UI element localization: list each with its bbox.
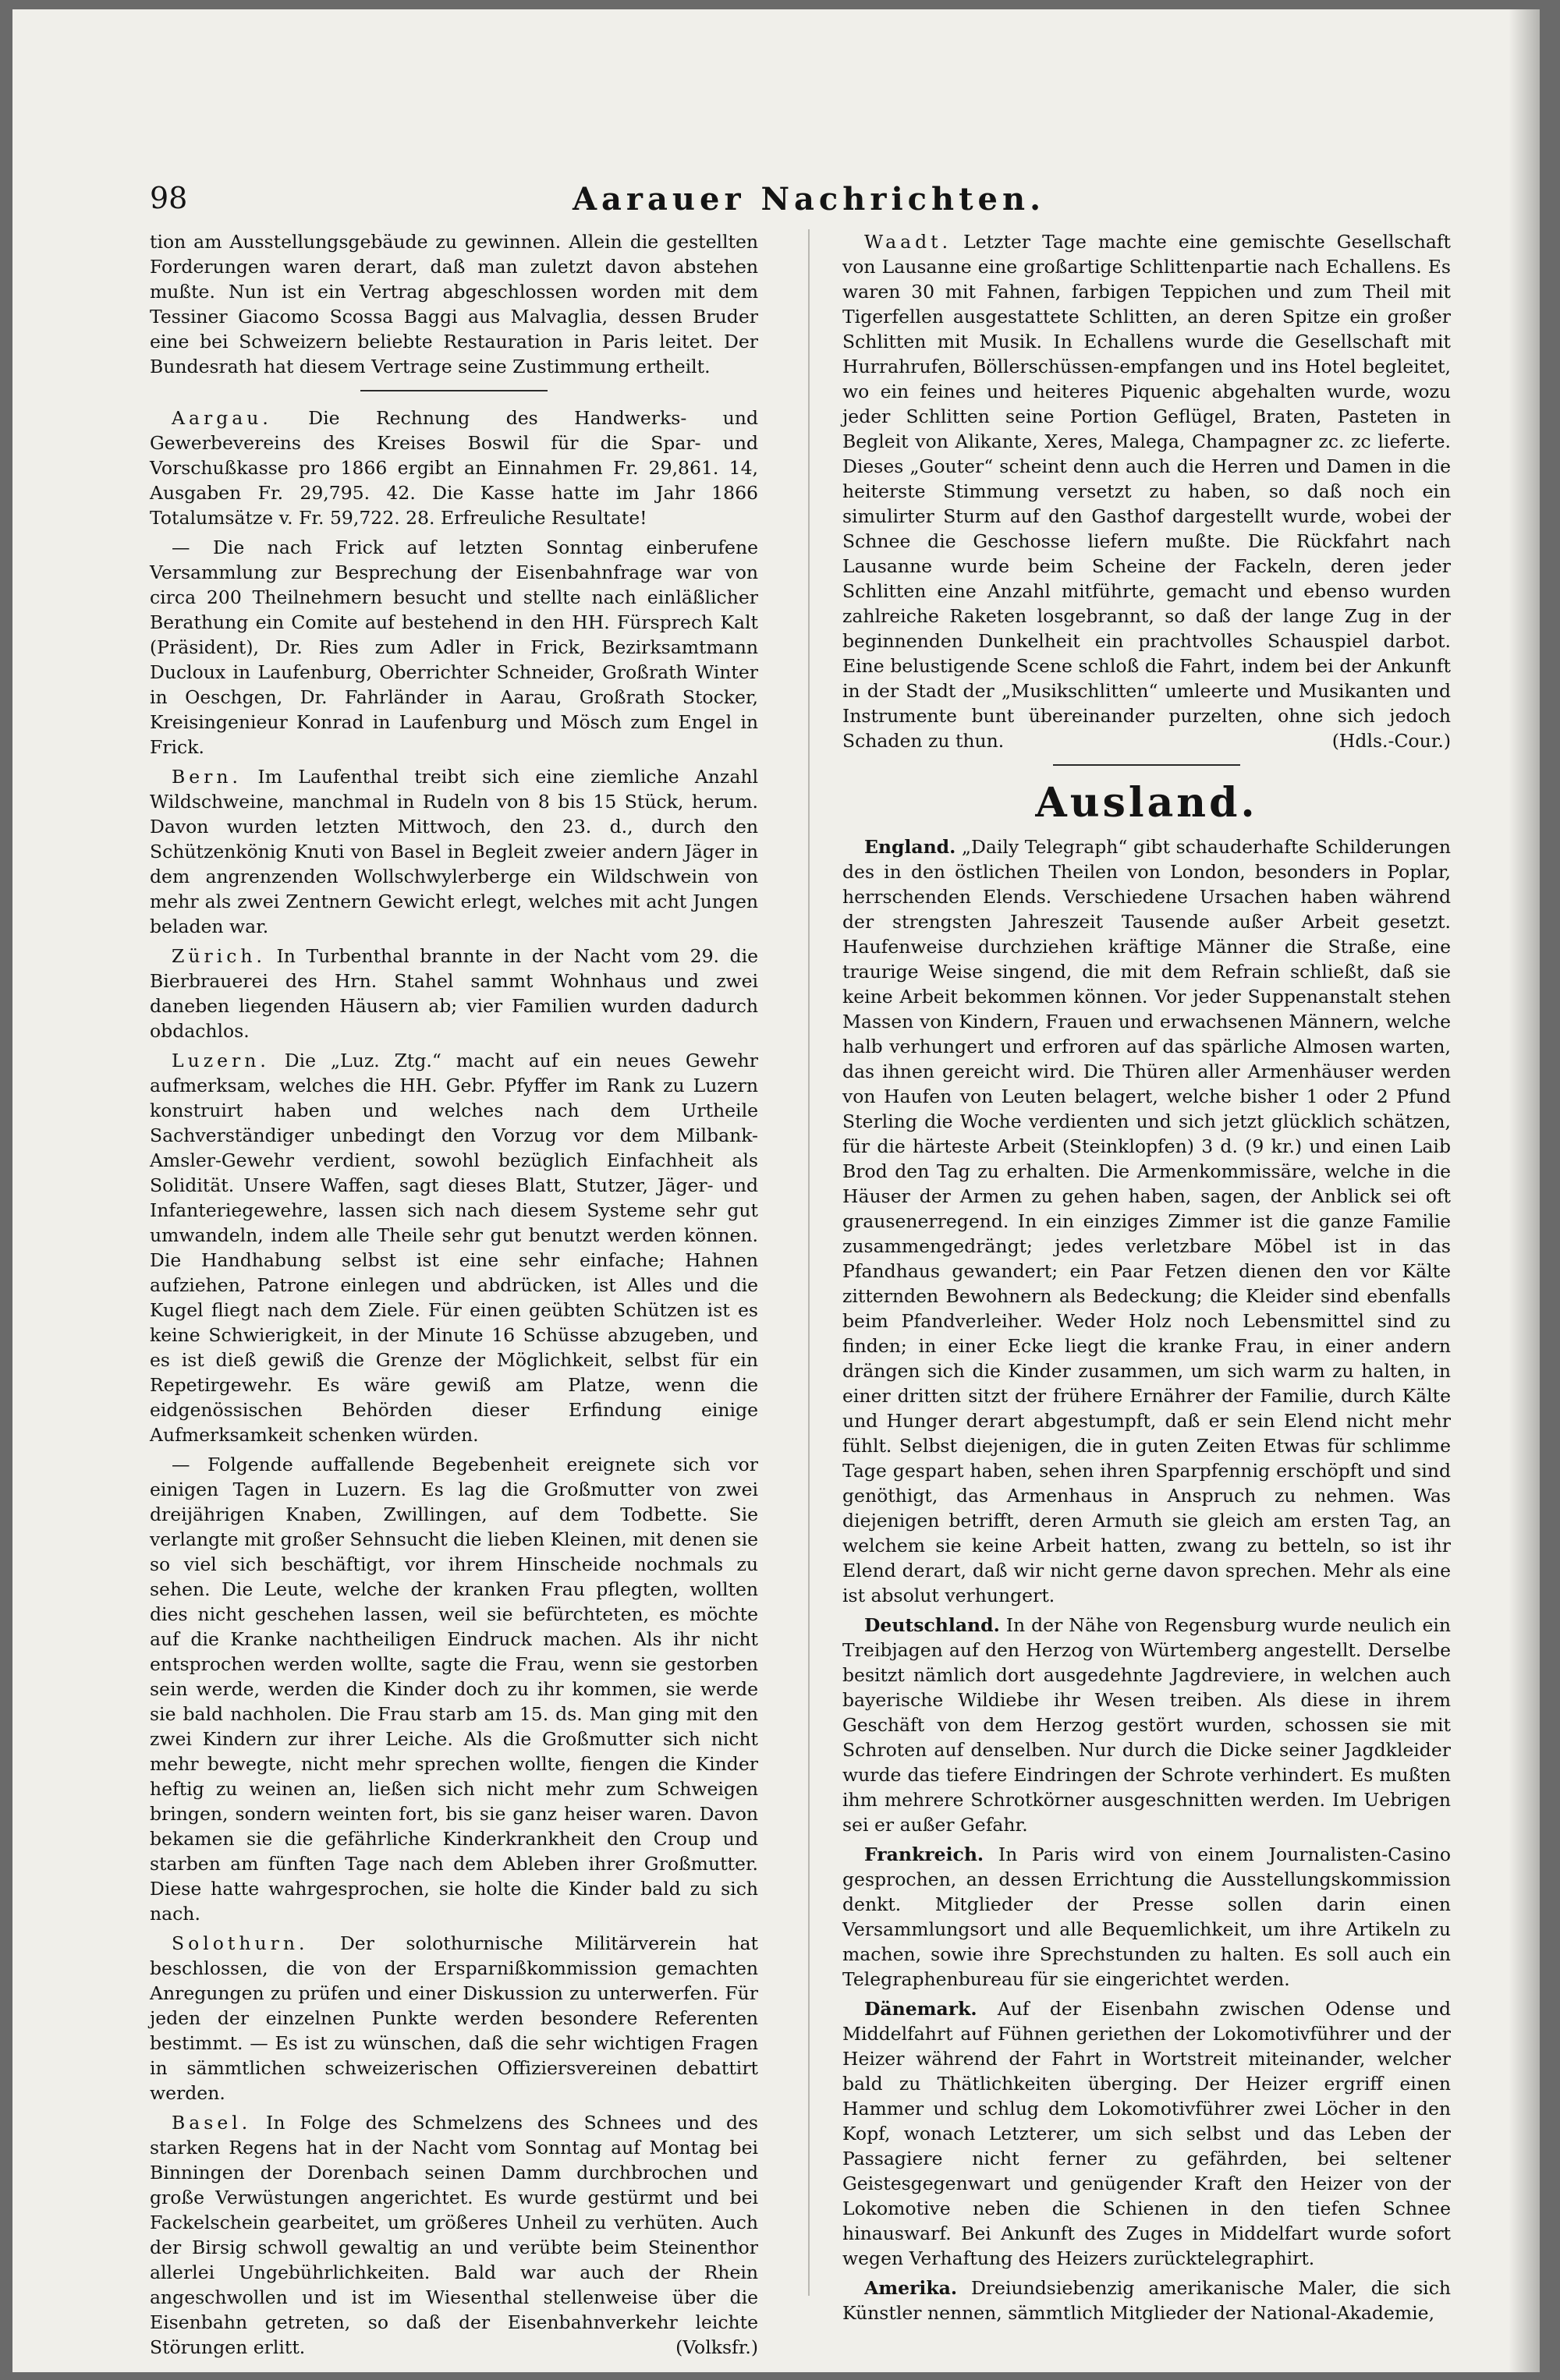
article-dateline: Luzern. (172, 1050, 270, 1071)
page-number: 98 (150, 181, 188, 215)
left-article (150, 1048, 758, 1447)
article-dateline: Solothurn. (172, 1932, 309, 1954)
left-article (150, 944, 758, 1043)
article-text: Die Rechnung des Handwerks- und Gewerbevereins des Kreises Boswil für die Spar- und Vorschußkasse pro 1866 ergibt an Einnahmen Fr. 29,861. 14, Ausgaben Fr. 29,795. 42. Die Kasse hatte im Jahr 1866 Totalumsätze v. Fr. 59,722. 28. Erfreuliche Resultate! (150, 407, 758, 529)
left-article (150, 1931, 758, 2106)
article-text: — Folgende auffallende Begebenheit ereignete sich vor einigen Tagen in Luzern. Es lag die Großmutter von zwei dreijährigen Knaben, Zwillingen, auf dem Todbette. Sie verlangte mit großer Sehnsucht die lieben Kleinen, mit denen sie so viel sich beschäftigt, vor ihrem Hinscheide nochmals zu sehen. Die Leute, welche der kranken Frau pflegten, wollten dies nicht geschehen lassen, weil sie befürchteten, es möchte auf die Kranke nachtheiligen Eindruck machen. Als ihr nicht entsprochen werden wollte, sagte die Frau, wenn sie gestorben sein werde, werden die Kinder doch zu ihr kommen, sie werde sie bald nachholen. Die Frau starb am 15. ds. Man ging mit den zwei Kindern zur ihrer Leiche. Als die Großmutter sich nicht mehr bewegte, nicht mehr sprechen wollte, fiengen die Kinder heftig zu weinen an, ließen sich nicht mehr zum Schweigen bringen, sondern weinten fort, bis sie ganz heiser waren. Davon bekamen sie die gefährliche Kinderkrankheit den Croup und starben am fünften Tage nach dem Ableben ihrer Großmutter. Diese hatte wahrgesprochen, sie holte die Kinder bald zu sich nach. (150, 1454, 758, 1925)
article-text: — Die nach Frick auf letzten Sonntag einberufene Versammlung zur Besprechung der Eisenbahnfrage war von circa 200 Theilnehmern besucht und stellte nach einläßlicher Berathung ein Comite auf bestehend in den HH. Fürsprech Kalt (Präsident), Dr. Ries zum Adler in Frick, Bezirksamtmann Ducloux in Laufenburg, Oberrichter Schneider, Großrath Winter in Oeschgen, Dr. Fahrländer in Aarau, Großrath Stocker, Kreisingenieur Konrad in Laufenburg und Mösch zum Engel in Frick. (150, 537, 758, 758)
left-column (150, 229, 758, 2358)
page-header (150, 181, 1468, 228)
left-article (150, 2110, 758, 2360)
article-dateline: Amerika. (864, 2277, 958, 2299)
article-text: tion am Ausstellungsgebäude zu gewinnen. Allein die gestellten Forderungen waren derart, daß man zuletzt davon abstehen mußte. Nun ist ein Vertrag abgeschlossen worden mit dem Tessiner Giacomo Scossa Baggi aus Malvaglia, dessen Bruder eine bei Schweizern beliebte Restauration in Paris leitet. Der Bundesrath hat diesem Vertrage seine Zustimmung ertheilt. (150, 231, 758, 377)
article-source: (Volksfr.) (675, 2336, 758, 2358)
article-text: Die „Luz. Ztg.“ macht auf ein neues Gewehr aufmerksam, welches die HH. Gebr. Pfyffer im Rank zu Luzern konstruirt haben und welches nach dem Urtheile Sachverständiger unbedingt den Vorzug vor dem Milbank-Amsler-Gewehr verdient, sowohl bezüglich Einfachheit als Solidität. Unsere Waffen, sagt dieses Blatt, Stutzer, Jäger- und Infanteriegewehre, lassen sich nach diesem Systeme sehr gut umwandeln, indem alle Theile sehr gut benutzt werden können. Die Handhabung selbst ist eine sehr einfache; Hahnen aufziehen, Patrone einlegen und abdrücken, ist Alles und die Kugel fliegt nach dem Ziele. Für einen geübten Schützen ist es keine Schwierigkeit, in der Minute 16 Schüsse abzugeben, und es ist dieß gewiß die Grenze der Möglichkeit, selbst für ein Repetirgewehr. Es wäre gewiß am Platze, wenn die eidgenössischen Behörden dieser Erfindung einige Aufmerksamkeit schenken würden. (150, 1050, 758, 1446)
separator-rule (360, 390, 548, 391)
section-title-ausland: Ausland. (1035, 779, 1258, 827)
article-dateline: Aargau. (172, 407, 272, 429)
article-text: In Folge des Schmelzens des Schnees und des starken Regens hat in der Nacht vom Sonntag auf Montag bei Binningen der Dorenbach seinen Damm durchbrochen und große Verwüstungen angerichtet. Es wurde gestürmt und bei Fackelschein gearbeitet, um größeres Unheil zu verhüten. Auch der Birsig schwoll gewaltig an und verübte beim Steinenthor allerlei Ungebührlichkeiten. Bald war auch der Rhein angeschwollen und ist im Wiesenthal stellenweise über die Eisenbahn getreten, so daß der Eisenbahnverkehr leichte Störungen erlitt. (150, 2112, 758, 2358)
article-dateline: Frankreich. (864, 1843, 984, 1865)
article-dateline: Deutschland. (864, 1614, 1000, 1636)
article-text: Letzter Tage machte eine gemischte Gesellschaft von Lausanne eine großartige Schlittenpartie nach Echallens. Es waren 30 mit Fahnen, farbigen Teppichen und zum Theil mit Tigerfellen ausgestattete Schlitten, an deren Spitze ein großer Schlitten mit Musik. In Echallens wurde die Gesellschaft mit Hurrahrufen, Böllerschüssen-empfangen und ins Hotel begleitet, wo ein feines und heiteres Piquenic abgehalten wurde, wozu jeder Schlitten seine Portion Geflügel, Braten, Pasteten in Begleit von Alikante, Xeres, Malega, Champagner zc. zc lieferte. Dieses „Gouter“ scheint denn auch die Herren und Damen in die heiterste Stimmung versetzt zu haben, so daß noch ein simulirter Sturm auf den Gasthof dargestellt wurde, wobei der Schnee die Geschosse liefern mußte. Die Rückfahrt nach Lausanne wurde beim Scheine der Fackeln, deren jeder Schlitten eine Anzahl mitführte, gemacht und ebenso wurden zahlreiche Raketen losgebrannt, so daß der lange Zug in der beginnenden Dunkelheit ein prachtvolles Schauspiel darbot. Eine belustigende Scene schloß die Fahrt, indem bei der Ankunft in der Stadt der „Musikschlitten“ umleerte und Musikanten und Instrumente bunt übereinander purzelten, ohne sich jedoch Schaden zu thun. (842, 231, 1451, 752)
right-article (842, 2276, 1451, 2325)
article-dateline: Basel. (172, 2112, 252, 2134)
right-article (842, 834, 1451, 1608)
article-dateline: Bern. (172, 766, 243, 788)
article-dateline: Waadt. (864, 231, 952, 253)
article-text: „Daily Telegraph“ gibt schauderhafte Schilderungen des in den östlichen Theilen von London, besonders in Poplar, herrschenden Elends. Verschiedene Ursachen haben während der strengsten Jahreszeit Tausende außer Arbeit gesetzt. Haufenweise durchziehen kräftige Männer die Straße, eine traurige Weise singend, die mit dem Refrain schließt, daß sie keine Arbeit bekommen können. Vor jeder Suppenanstalt stehen Massen von Kindern, Frauen und erwachsenen Männern, welche halb verhungert und erfroren auf das spärliche Almosen warten, das ihnen gereicht wird. Die Thüren aller Armenhäuser werden von Haufen von Leuten belagert, welche bisher 1 oder 2 Pfund Sterling die Woche verdienten und sich jetzt glücklich schätzen, für die härteste Arbeit (Steinklopfen) 3 d. (9 kr.) und einen Laib Brod den Tag zu erhalten. Die Armenkommissäre, welche in die Häuser der Armen zu gehen haben, sagen, der Anblick sei oft grausenerregend. In ein einziges Zimmer ist die ganze Familie zusammengedrängt; jedes verletzbare Möbel ist in das Pfandhaus gewandert; ein Paar Fetzen dienen den vor Kälte zitternden Bewohnern als Bedeckung; die Kleider sind ebenfalls beim Pfandverleiher. Weder Holz noch Lebensmittel sind zu finden; in einer Ecke liegt die kranke Frau, in einer andern drängen sich die Kinder zusammen, um sich warm zu halten, in einer dritten sitzt der frühere Ernährer der Familie, durch Kälte und Hunger derart abgestumpft, daß er sein Elend nicht mehr fühlt. Selbst diejenigen, die in guten Zeiten Etwas für schlimme Tage gespart haben, sehen ihren Sparpfennig erschöpft und sind genöthigt, das Armenhaus in Anspruch zu nehmen. Was diejenigen betrifft, deren Armuth sie gleich am ersten Tag, an welchem sie keine Arbeit hatten, zwang zu betteln, so ist ihr Elend derart, daß wir nicht gerne davon sprechen. Mehr als eine ist absolut verhungert. (842, 836, 1451, 1606)
article-text: In Paris wird von einem Journalisten-Casino gesprochen, an dessen Errichtung die Ausstellungskommission denkt. Mitglieder der Presse sollen darin einen Versammlungsort und alle Bequemlichkeit, um ihre Artikeln zu machen, sowie ihre Sprechstunden zu halten. Es soll auch ein Telegraphenbureau für sie eingerichtet werden. (842, 1843, 1451, 1990)
column-rule (808, 229, 810, 2296)
left-article (150, 1452, 758, 1926)
article-dateline: Zürich. (172, 945, 266, 967)
article-text: Dreiundsiebenzig amerikanische Maler, die sich Künstler nennen, sämmtlich Mitglieder der National-Akademie, (842, 2277, 1451, 2324)
newspaper-page (12, 9, 1540, 2372)
article-dateline: England. (864, 836, 956, 858)
article-text: Der solothurnische Militärverein hat beschlossen, die von der Ersparnißkommission gemachten Anregungen zu prüfen und einer Diskussion zu unterwerfen. Für jeden der einzelnen Punkte werden besondere Referenten bestimmt. — Es ist zu wünschen, daß die sehr wichtigen Fragen in sämmtlichen schweizerischen Offiziersvereinen debattirt werden. (150, 1932, 758, 2104)
left-article (150, 535, 758, 760)
masthead-title: Aarauer Nachrichten. (572, 181, 1046, 218)
article-text: In Turbenthal brannte in der Nacht vom 29. die Bierbrauerei des Hrn. Stahel sammt Wohnhaus und zwei daneben liegenden Häusern ab; vier Familien wurden dadurch obdachlos. (150, 945, 758, 1042)
right-article (842, 1613, 1451, 1837)
left-article (150, 229, 758, 379)
left-article (150, 764, 758, 939)
separator-rule (1053, 764, 1240, 766)
right-article (842, 1996, 1451, 2271)
article-dateline: Dänemark. (864, 1998, 977, 2020)
article-source: (Hdls.-Cour.) (1331, 730, 1451, 752)
left-article (150, 406, 758, 530)
article-text: Im Laufenthal treibt sich eine ziemliche Anzahl Wildschweine, manchmal in Rudeln von 8 bis 15 Stück, herum. Davon wurden letzten Mittwoch, den 23. d., durch den Schützenkönig Knuti von Basel in Begleit zweier andern Jäger in dem angrenzenden Wollschwylerberge ein Wildschwein von mehr als zwei Zentnern Gewicht erlegt, welches mit acht Jungen beladen war. (150, 766, 758, 937)
right-article (842, 229, 1451, 753)
article-text: In der Nähe von Regensburg wurde neulich ein Treibjagen auf den Herzog von Würtemberg angestellt. Derselbe besitzt nämlich dort ausgedehnte Jagdreviere, in welchen auch bayerische Wildiebe ihr Wesen treiben. Als diese in ihrem Geschäft von dem Herzog gestört wurden, schossen sie mit Schroten auf denselben. Nur durch die Dicke seiner Jagdkleider wurde das tiefere Eindringen der Schrote verhindert. Es mußten ihm mehrere Schrotkörner ausgeschnitten werden. Im Uebrigen sei er außer Gefahr. (842, 1614, 1451, 1836)
article-text: Auf der Eisenbahn zwischen Odense und Middelfahrt auf Fühnen geriethen der Lokomotivführer und der Heizer während der Fahrt in Wortstreit miteinander, welcher bald zu Thätlichkeiten überging. Der Heizer ergriff einen Hammer und schlug dem Lokomotivführer zwei Löcher in den Kopf, wonach Letzterer, um sich selbst und das Leben der Passagiere nicht ferner zu gefährden, bei seltener Geistesgegenwart und genügender Kraft den Heizer von der Lokomotive neben die Schienen in den tiefen Schnee hinauswarf. Bei Ankunft des Zuges in Middelfart wurde sofort wegen Verhaftung des Heizers zurücktelegraphirt. (842, 1998, 1451, 2269)
right-article (842, 1842, 1451, 1992)
right-column (842, 229, 1451, 2324)
page-edge-shadow (1509, 9, 1540, 2372)
